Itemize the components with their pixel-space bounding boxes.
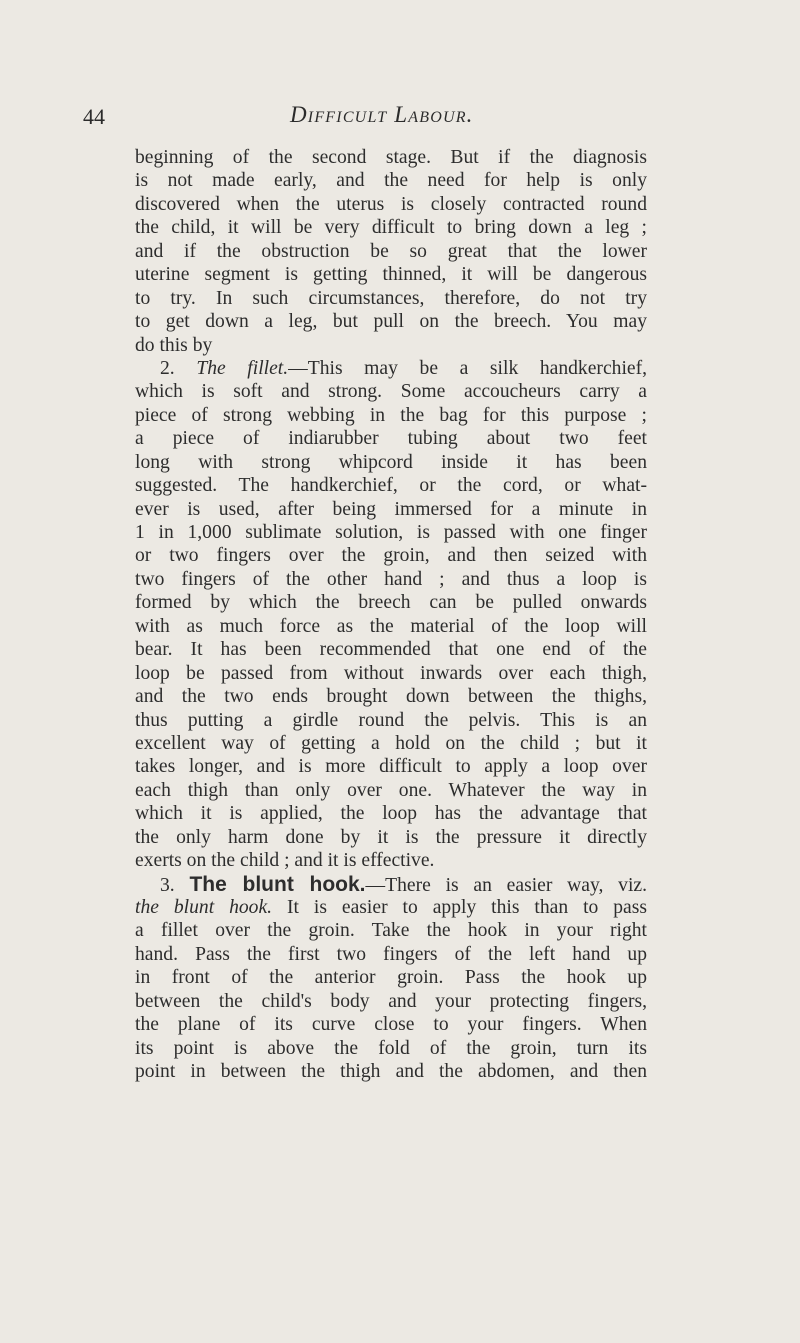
text-line: its point is above the fold of the groin, turn its [135,1037,647,1059]
text-line: between the child's body and your protecting fingers, [135,990,647,1012]
text-line: 1 in 1,000 sublimate solution, is passed with one finger [135,522,647,543]
text-line: which it is applied, the loop has the advantage that [135,803,647,825]
text-line: and if the obstruction be so great that the lower [135,240,647,262]
text-line: a piece of indiarubber tubing about two feet [135,428,647,450]
text-line: point in between the thigh and the abdomen, and then [135,1061,647,1083]
hook-heading: The blunt hook. [189,872,366,896]
text-line: to get down a leg, but pull on the breech. You may [135,311,647,333]
fillet-heading: The fillet. [196,357,289,379]
fillet-heading-rest: —This may be a silk handkerchief, [288,357,648,379]
text-line: ever is used, after being immersed for a minute in [135,498,647,520]
text-line: discovered when the uterus is closely contracted round [135,193,647,215]
hook-heading-line [135,873,647,896]
page-header [83,104,703,134]
hook-italic-term: the blunt hook. [135,897,273,918]
text-line: suggested. The handkerchief, or the cord, or what- [135,475,647,497]
text-line: hand. Pass the first two fingers of the left hand up [135,943,647,965]
page-number: 44 [83,104,105,129]
text-line: in front of the anterior groin. Pass the hook up [135,967,647,989]
running-title: Difficult Labour. [290,102,474,127]
hook-heading-rest: —There is an easier way, viz. [365,874,648,896]
body-text [135,146,647,1084]
text-line: and the two ends brought down between the thighs, [135,686,647,708]
text-line: formed by which the breech can be pulled onwards [135,592,647,614]
text-line: piece of strong webbing in the bag for this purpose ; [135,404,647,426]
text-line: do this by [135,334,213,356]
text-line: to try. In such circumstances, therefore, do not try [135,287,647,309]
hook-italic-rest: It is easier to apply this than to pass [272,897,648,918]
text-line: the child, it will be very difficult to bring down a leg ; [135,217,647,239]
text-line: excellent way of getting a hold on the child ; but it [135,732,647,754]
text-line: loop be passed from without inwards over each thigh, [135,662,647,684]
hook-italic-line [135,896,647,919]
text-line: exerts on the child ; and it is effective. [135,850,435,872]
text-line: the plane of its curve close to your fingers. When [135,1014,647,1036]
text-line: is not made early, and the need for help is only [135,170,647,192]
fillet-heading-line [135,357,647,380]
text-line: beginning of the second stage. But if the diagnosis [135,147,647,168]
text-line: or two fingers over the groin, and then seized with [135,545,647,567]
text-line: with as much force as the material of the loop will [135,615,647,637]
text-line: uterine segment is getting thinned, it will be dangerous [135,264,647,286]
text-line: two fingers of the other hand ; and thus a loop is [135,568,647,590]
text-line: long with strong whipcord inside it has been [135,451,647,473]
text-line: thus putting a girdle round the pelvis. This is an [135,709,647,731]
text-line: takes longer, and is more difficult to apply a loop over [135,756,647,778]
hook-number: 3. [160,874,190,896]
text-line: each thigh than only over one. Whatever the way in [135,779,647,801]
text-line: which is soft and strong. Some accoucheurs carry a [135,381,647,403]
text-line: a fillet over the groin. Take the hook in your right [135,920,647,942]
text-line: the only harm done by it is the pressure it directly [135,826,647,848]
text-line: bear. It has been recommended that one end of the [135,639,647,661]
fillet-number: 2. [160,357,197,379]
